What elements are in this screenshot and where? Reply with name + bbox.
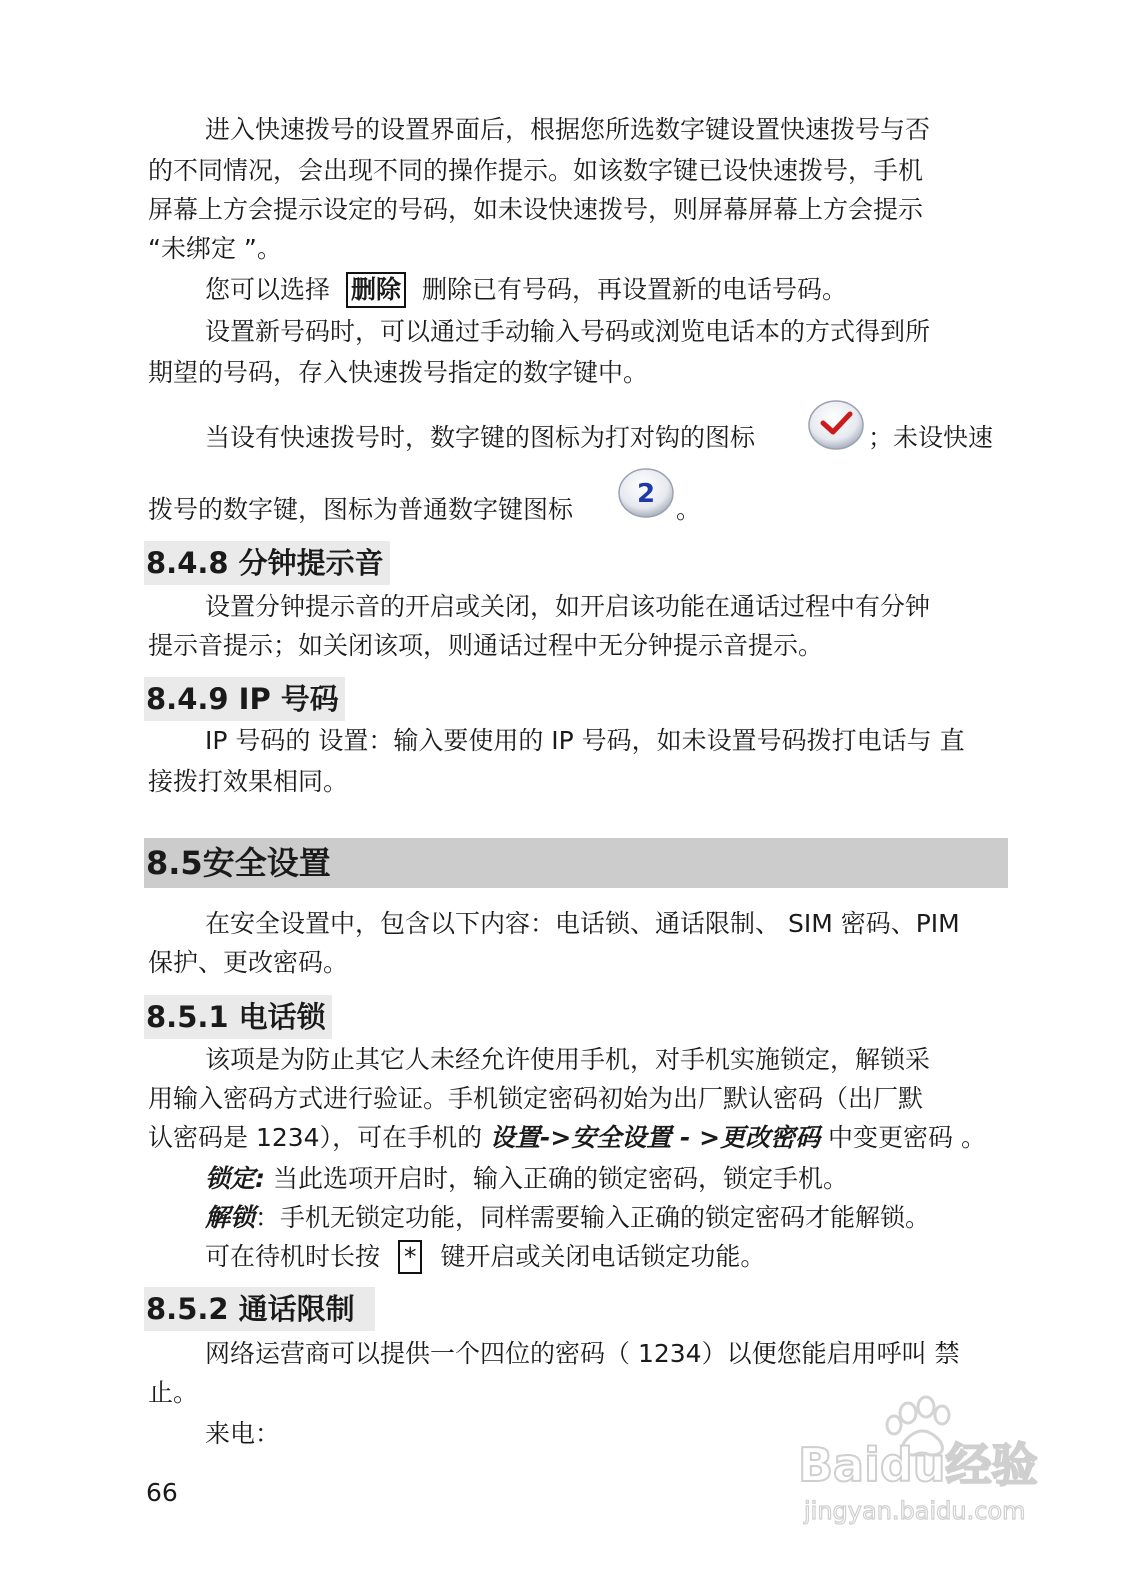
text: 删除已有号码，再设置新的电话号码。 xyxy=(421,275,847,304)
page-number: 66 xyxy=(146,1478,178,1507)
digit-key-icon xyxy=(616,466,676,520)
paw-logo-icon xyxy=(790,1395,1060,1535)
delete-key-label: 删除 xyxy=(346,272,406,308)
paragraph-line xyxy=(205,1237,765,1277)
paragraph-line: 期望的号码，存入快速拨号指定的数字键中。 xyxy=(148,358,649,387)
section-banner xyxy=(144,838,1008,888)
section-heading-8-5-1: 8.5.1 电话锁 xyxy=(144,995,332,1039)
paragraph-line xyxy=(205,270,847,310)
star-key-label: * xyxy=(398,1240,423,1274)
paragraph-line xyxy=(205,418,755,458)
paragraph-line: IP 号码的 设置：输入要使用的 IP 号码，如未设置号码拨打电话与 直 xyxy=(205,726,965,755)
paragraph-line: 屏幕上方会提示设定的号码，如未设快速拨号，则屏幕屏幕上方会提示 xyxy=(148,195,924,224)
paragraph-line: 保护、更改密码。 xyxy=(148,948,349,977)
checkmark-key-icon xyxy=(806,398,866,452)
text: ：手机无锁定功能，同样需要输入正确的锁定密码才能解锁。 xyxy=(255,1203,931,1232)
paragraph-line xyxy=(205,1159,848,1199)
paragraph-line: 进入快速拨号的设置界面后，根据您所选数字键设置快速拨号与否 xyxy=(205,115,931,144)
digit-key-label: 2 xyxy=(636,479,656,509)
section-heading-8-5: 8.5安全设置 xyxy=(146,844,331,882)
baidu-watermark xyxy=(790,1395,1060,1535)
paragraph-line: “未绑定 ”。 xyxy=(148,234,282,263)
paragraph-line: 的不同情况，会出现不同的操作提示。如该数字键已设快速拨号，手机 xyxy=(148,156,924,185)
paragraph-line: 提示音提示；如关闭该项，则通话过程中无分钟提示音提示。 xyxy=(148,631,824,660)
paragraph-line: 拨号的数字键，图标为普通数字键图标 xyxy=(148,495,574,524)
paragraph-line: 用输入密码方式进行验证。手机锁定密码初始为出厂默认密码（出厂默 xyxy=(148,1084,924,1113)
paragraph-line xyxy=(205,1198,930,1238)
paragraph-line: 止。 xyxy=(148,1378,199,1407)
paragraph-line: 。 xyxy=(676,495,702,524)
section-heading-8-4-8: 8.4.8 分钟提示音 xyxy=(144,541,390,585)
text: 当此选项开启时，输入正确的锁定密码，锁定手机。 xyxy=(272,1164,848,1193)
paragraph-line: 接拨打效果相同。 xyxy=(148,767,349,796)
text: 可在待机时长按 xyxy=(205,1242,381,1271)
section-heading-8-5-2: 8.5.2 通话限制 xyxy=(144,1287,375,1331)
watermark-url: jingyan.baidu.com xyxy=(804,1497,1026,1525)
lock-label: 锁定: xyxy=(205,1164,265,1193)
text: 您可以选择 xyxy=(205,275,331,304)
paragraph-line xyxy=(148,1118,986,1158)
paragraph-line: 来电： xyxy=(205,1419,281,1448)
text: 键开启或关闭电话锁定功能。 xyxy=(440,1242,766,1271)
section-heading-8-4-9: 8.4.9 IP 号码 xyxy=(144,677,345,721)
paragraph-line: 设置新号码时，可以通过手动输入号码或浏览电话本的方式得到所 xyxy=(205,317,931,346)
text: 认密码是 1234），可在手机的 xyxy=(148,1123,483,1152)
paragraph-line: 该项是为防止其它人未经允许使用手机，对手机实施锁定，解锁采 xyxy=(205,1045,931,1074)
paragraph-line: 网络运营商可以提供一个四位的密码（ 1234）以便您能启用呼叫 禁 xyxy=(205,1339,960,1368)
watermark-brand: Baidu经验 xyxy=(798,1438,1038,1492)
unlock-label: 解锁 xyxy=(205,1203,256,1232)
paragraph-line: ；未设快速 xyxy=(868,423,994,452)
paragraph-line: 在安全设置中，包含以下内容：电话锁、通话限制、 SIM 密码、PIM xyxy=(205,909,960,938)
menu-path: 设置->安全设置 - >更改密码 xyxy=(490,1123,821,1152)
paragraph-line: 设置分钟提示音的开启或关闭，如开启该功能在通话过程中有分钟 xyxy=(205,592,931,621)
text: 当设有快速拨号时，数字键的图标为打对钩的图标 xyxy=(205,423,756,452)
text: 中变更密码 。 xyxy=(828,1123,986,1152)
